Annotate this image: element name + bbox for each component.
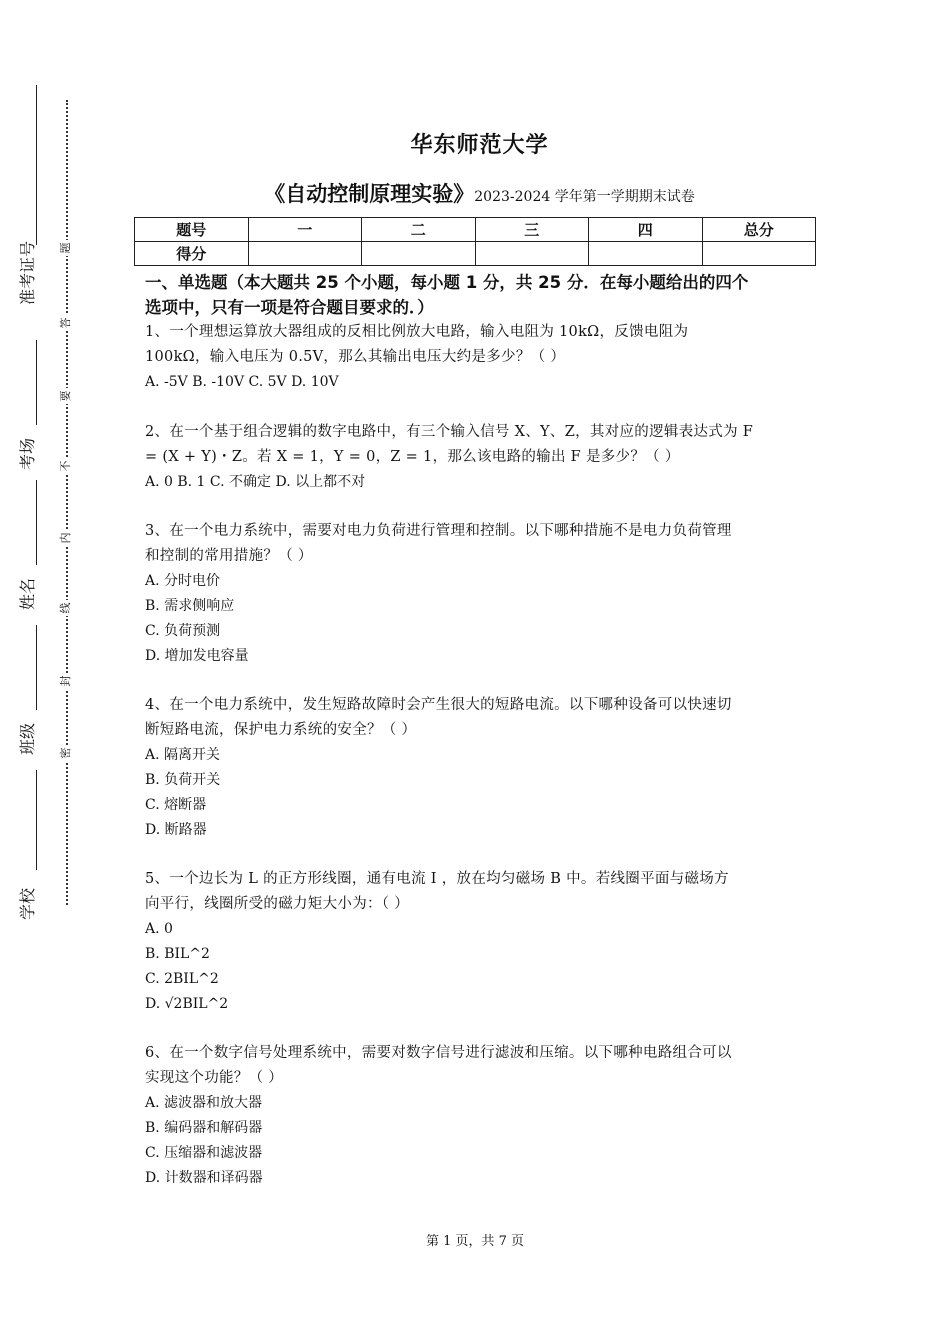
question-6-option-c: C. 压缩器和滤波器 [145, 1145, 263, 1161]
name-line [36, 480, 37, 565]
score-table [134, 217, 816, 266]
school-field [20, 770, 46, 920]
seal-char-1: 题 [58, 240, 74, 256]
seal-char-7: 封 [58, 673, 74, 689]
question-1-text [145, 320, 813, 370]
score-input-cell [589, 242, 703, 266]
score-cell: 二 [362, 218, 476, 242]
question-4-option-d: D. 断路器 [145, 822, 207, 838]
question-line: 6、在一个数字信号处理系统中，需要对数字信号进行滤波和压缩。以下哪种电路组合可以 [145, 1045, 732, 1061]
score-input-cell [702, 242, 816, 266]
score-input-cell [362, 242, 476, 266]
score-cell: 得分 [135, 242, 249, 266]
question-5-text [145, 867, 813, 917]
question-3-text [145, 519, 813, 569]
score-cell: 三 [475, 218, 589, 242]
page-number: 第 1 页，共 7 页 [425, 1234, 525, 1249]
question-4-text [145, 693, 813, 743]
question-line: 向平行，线圈所受的磁力矩大小为：（ ） [145, 896, 410, 912]
class-label: 班级 [18, 722, 37, 755]
seal-char-3: 要 [58, 388, 74, 404]
score-input-cell [475, 242, 589, 266]
score-input-cell [248, 242, 362, 266]
seal-char-8: 密 [58, 745, 74, 761]
class-line [36, 625, 37, 710]
question-line: 5、一个边长为 L 的正方形线圈，通有电流 I ，放在均匀磁场 B 中。若线圈平面与磁场方 [145, 871, 729, 887]
question-line: 100kΩ，输入电压为 0.5V，那么其输出电压大约是多少？（ ） [145, 349, 566, 365]
score-cell: 总分 [702, 218, 816, 242]
question-4-option-b: B. 负荷开关 [145, 772, 221, 788]
section-heading [145, 270, 817, 320]
question-6-option-d: D. 计数器和译码器 [145, 1170, 263, 1186]
question-4-option-c: C. 熔断器 [145, 797, 207, 813]
name-field [20, 480, 46, 610]
class-field [20, 625, 46, 755]
question-3-option-c: C. 负荷预测 [145, 623, 221, 639]
question-2-options: A. 0 B. 1 C. 不确定 D. 以上都不对 [145, 474, 366, 490]
question-5-option-d: D. √2BIL^2 [145, 996, 229, 1012]
score-table-score-row [135, 242, 816, 266]
question-line: 3、在一个电力系统中，需要对电力负荷进行管理和控制。以下哪种措施不是电力负荷管理 [145, 523, 732, 539]
question-line: 1、一个理想运算放大器组成的反相比例放大电路，输入电阻为 10kΩ，反馈电阻为 [145, 324, 689, 340]
score-table-header-row [135, 218, 816, 242]
course-name: 《自动控制原理实验》 [264, 182, 475, 206]
question-6-option-b: B. 编码器和解码器 [145, 1120, 263, 1136]
question-1-options: A. -5V B. -10V C. 5V D. 10V [145, 374, 339, 390]
question-4-option-a: A. 隔离开关 [145, 747, 221, 763]
exam-number-label: 准考证号 [18, 240, 37, 305]
exam-title [142, 178, 817, 208]
question-line: = (X + Y)・Z。若 X = 1，Y = 0，Z = 1，那么该电路的输出 F 是多少？（ ） [145, 449, 680, 465]
term-label: 2023-2024 学年第一学期期末试卷 [474, 189, 695, 205]
name-label: 姓名 [18, 577, 37, 610]
exam-number-line [36, 85, 37, 245]
question-6-option-a: A. 滤波器和放大器 [145, 1095, 263, 1111]
school-line [36, 770, 37, 870]
question-3-option-b: B. 需求侧响应 [145, 598, 235, 614]
question-2-text [145, 420, 813, 470]
exam-room-field [20, 340, 46, 470]
score-cell: 四 [589, 218, 703, 242]
question-line: 和控制的常用措施？（ ） [145, 548, 313, 564]
seal-char-5: 内 [58, 530, 74, 546]
question-line: 实现这个功能？（ ） [145, 1070, 284, 1086]
exam-room-line [36, 340, 37, 425]
section-heading-line: 一、单选题（本大题共 25 个小题，每小题 1 分，共 25 分．在每小题给出的四个 [145, 273, 749, 292]
school-label: 学校 [18, 887, 37, 920]
seal-char-2: 答 [58, 315, 74, 331]
score-cell: 一 [248, 218, 362, 242]
question-5-option-a: A. 0 [145, 921, 173, 937]
score-cell: 题号 [135, 218, 249, 242]
question-5-option-b: B. BIL^2 [145, 946, 210, 962]
exam-room-label: 考场 [18, 437, 37, 470]
question-line: 2、在一个基于组合逻辑的数字电路中，有三个输入信号 X、Y、Z，其对应的逻辑表达式为 F [145, 424, 754, 440]
university-title: 华东师范大学 [410, 133, 549, 158]
question-3-option-d: D. 增加发电容量 [145, 648, 249, 664]
question-6-text [145, 1041, 813, 1091]
question-line: 4、在一个电力系统中，发生短路故障时会产生很大的短路电流。以下哪种设备可以快速切 [145, 697, 732, 713]
seal-char-6: 线 [58, 600, 74, 616]
question-line: 断短路电流，保护电力系统的安全？（ ） [145, 722, 417, 738]
exam-number-field [20, 85, 46, 305]
binding-margin [0, 0, 80, 1344]
section-heading-line: 选项中，只有一项是符合题目要求的．） [145, 298, 434, 317]
seal-char-4: 不 [58, 458, 74, 474]
seal-dotted-line [66, 100, 68, 905]
question-3-option-a: A. 分时电价 [145, 573, 221, 589]
question-5-option-c: C. 2BIL^2 [145, 971, 219, 987]
